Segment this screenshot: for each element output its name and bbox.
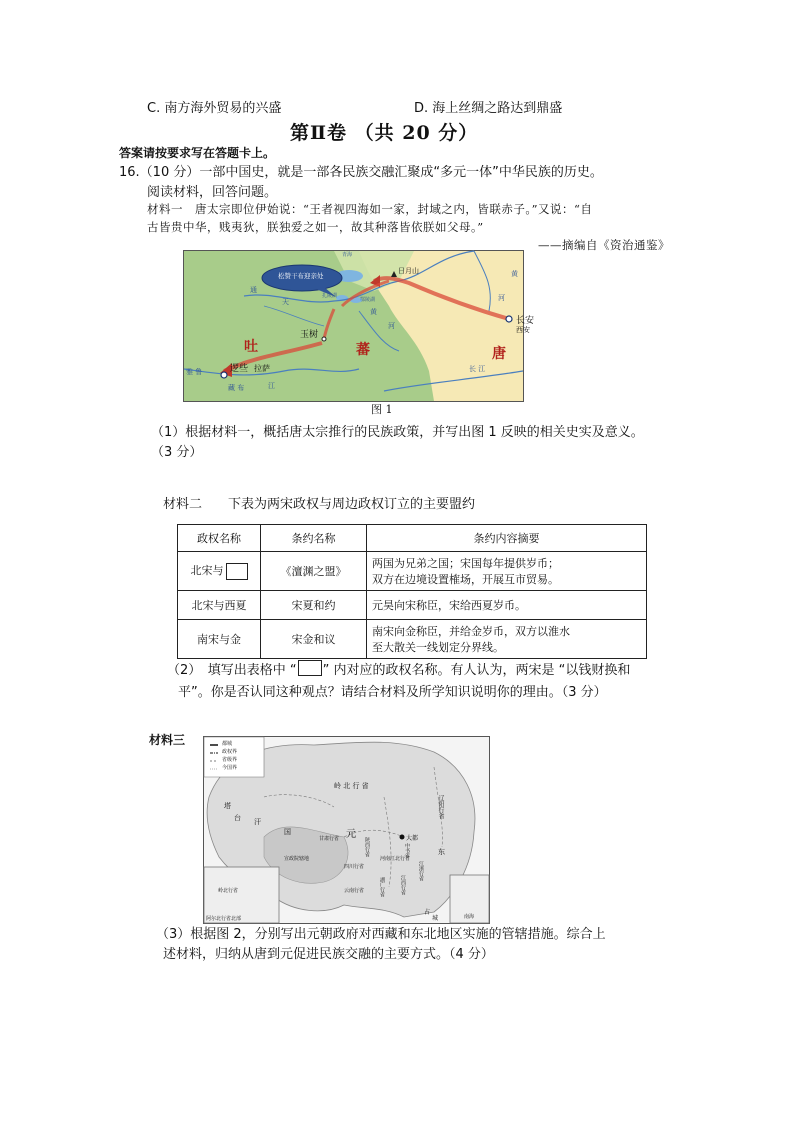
table-header-row xyxy=(178,525,647,552)
option-c: C. 南方海外贸易的兴盛 xyxy=(147,101,282,116)
regime-cell: 北宋与西夏 xyxy=(178,591,261,620)
label-huguang: 湖广行省 xyxy=(379,877,385,897)
label-zhongshu: 中书省 xyxy=(404,843,410,858)
q2-text-b: ” 内对应的政权名称。有人认为，两宋是 “以钱财换和 xyxy=(322,663,631,678)
answer-instruction: 答案请按要求写在答题卡上。 xyxy=(119,146,276,160)
label-yuan: 元 xyxy=(346,829,356,840)
label-zhan: 占 xyxy=(424,909,431,916)
label-shaanxi: 陕西行省 xyxy=(364,837,370,857)
yushu-marker xyxy=(322,337,326,341)
label-xian: 西安 xyxy=(516,326,530,334)
label-huang1: 黄 xyxy=(370,308,377,316)
legend-label: 政权界 xyxy=(222,749,238,755)
q3-line2: 述材料，归纳从唐到元促进民族交融的主要方式。（4 分） xyxy=(163,947,494,962)
q16-intro: 16.（10 分）一部中国史，就是一部各民族交融汇聚成“多元一体”中华民族的历史。 xyxy=(119,165,603,180)
material3-title: 材料三 xyxy=(149,733,186,747)
map1-svg xyxy=(184,251,523,401)
map-tang-tubo xyxy=(183,250,535,402)
label-zhaling: 扎陵湖 xyxy=(322,293,338,299)
label-guo: 国 xyxy=(284,828,291,836)
label-yalu: 雅 鲁 xyxy=(186,368,203,376)
regime-name: 北宋与 xyxy=(190,564,224,578)
q2-text-a: （2） 填写出表格中 “ xyxy=(167,663,297,678)
label-tang: 唐 xyxy=(492,346,506,362)
label-gansu: 甘肃行省 xyxy=(319,836,340,842)
q2-line2: 平”。你是否认同这种观点？请结合材料及所学知识说明你的理由。（3 分） xyxy=(178,685,607,700)
label-yushu: 玉树 xyxy=(300,330,319,340)
label-bo: 蕃 xyxy=(356,342,370,358)
label-tu: 吐 xyxy=(244,339,258,355)
label-sichuan: 四川行省 xyxy=(344,864,365,870)
regime-cell: 南宋与金 xyxy=(178,620,261,659)
inset-caption: 阿尔北行省北部 xyxy=(206,916,242,922)
content-cell xyxy=(367,552,647,591)
material1-source: ——摘编自《资治通鉴》 xyxy=(538,238,670,252)
label-tong: 通 xyxy=(250,286,257,294)
table-header: 政权名称 xyxy=(178,525,261,552)
label-qinghai: 青海 xyxy=(342,252,353,258)
option-d: D. 海上丝绸之路达到鼎盛 xyxy=(414,101,563,116)
legend-label: 省级界 xyxy=(222,757,238,763)
table-header: 条约内容摘要 xyxy=(367,525,647,552)
label-jiangzhe: 江浙行省 xyxy=(418,861,424,881)
label-luoxie: 逻些 xyxy=(230,364,249,374)
content-cell: 元昊向宋称臣，宋给西夏岁币。 xyxy=(367,591,647,620)
table-row xyxy=(178,552,647,591)
label-riyue: 日月山 xyxy=(398,267,419,275)
material2-title: 材料二 下表为两宋政权与周边政权订立的主要盟约 xyxy=(163,497,476,512)
callout-text: 松赞干布迎亲处 xyxy=(278,272,324,280)
treaty-cell: 宋金和议 xyxy=(261,620,367,659)
label-liaoyang: 辽阳行省 xyxy=(437,795,444,819)
label-zangbu: 藏 布 xyxy=(228,384,245,392)
table-row xyxy=(178,591,647,620)
label-lasa: 拉萨 xyxy=(254,364,270,373)
map-yuan xyxy=(203,736,490,924)
label-lingbei: 岭 北 行 省 xyxy=(334,782,369,790)
label-lingbei-inset: 岭北行省 xyxy=(218,888,239,894)
label-ta: 塔 xyxy=(224,802,231,810)
map1-caption: 图 1 xyxy=(371,403,393,416)
material1-line1: 材料一 唐太宗即位伊始说：“王者视四海如一家，封域之内，皆联赤子。”又说：“自 xyxy=(147,202,593,216)
q1-score: （3 分） xyxy=(151,445,203,460)
content-line: 南宋向金称臣，并给金岁币，双方以淮水 xyxy=(372,625,570,638)
label-donghai: 东 xyxy=(438,848,445,856)
treaty-table xyxy=(177,524,647,659)
changan-marker xyxy=(506,316,512,322)
label-he2: 河 xyxy=(498,294,505,302)
content-line: 两国为兄弟之国；宋国每年提供岁币； xyxy=(372,557,559,570)
content-line: 双方在边境设置榷场，开展互市贸易。 xyxy=(372,573,559,586)
content-line: 至大散关一线划定分界线。 xyxy=(372,641,504,654)
regime-cell xyxy=(178,552,261,591)
label-tai: 台 xyxy=(234,814,241,822)
dadu-marker xyxy=(400,835,405,840)
label-yunnan: 云南行省 xyxy=(344,888,365,894)
legend-label: 今国界 xyxy=(222,765,238,771)
label-xuanzheng: 宣政院辖地 xyxy=(284,856,310,862)
treaty-cell: 《澶渊之盟》 xyxy=(261,552,367,591)
label-han: 汗 xyxy=(254,818,261,826)
blank-box xyxy=(226,563,248,580)
label-henan: 河南江北行省 xyxy=(380,856,411,862)
content-cell xyxy=(367,620,647,659)
label-nanhai: 南海 xyxy=(464,914,475,920)
table-row xyxy=(178,620,647,659)
q3-line1: （3）根据图 2，分别写出元朝政府对西藏和东北地区实施的管辖措施。综合上 xyxy=(156,927,606,942)
legend-label: 都城 xyxy=(222,741,233,747)
q2-line1 xyxy=(167,659,630,678)
table-header: 条约名称 xyxy=(261,525,367,552)
q16-read: 阅读材料，回答问题。 xyxy=(147,185,278,200)
treaty-cell: 宋夏和约 xyxy=(261,591,367,620)
label-changan: 长安 xyxy=(516,316,535,326)
label-dadu: 大都 xyxy=(406,835,419,842)
label-jiangxi: 江西行省 xyxy=(400,875,406,895)
section-title: 第Ⅱ卷 （共 20 分） xyxy=(290,122,479,144)
label-he1: 河 xyxy=(388,322,395,330)
q2-blank-box xyxy=(298,660,322,676)
label-changjiang: 长 江 xyxy=(469,365,486,373)
q1-text: （1）根据材料一，概括唐太宗推行的民族政策，并写出图 1 反映的相关史实及意义。 xyxy=(151,425,644,440)
label-jiang: 江 xyxy=(268,382,275,390)
label-tian: 天 xyxy=(282,298,289,306)
label-eling: 鄂陵湖 xyxy=(360,297,376,303)
label-huang2: 黄 xyxy=(511,270,518,278)
lhasa-marker xyxy=(221,372,227,378)
material1-line2: 古皆贵中华，贱夷狄，朕独爱之如一，故其种落皆依朕如父母。” xyxy=(147,220,484,234)
label-cheng: 城 xyxy=(432,915,439,922)
